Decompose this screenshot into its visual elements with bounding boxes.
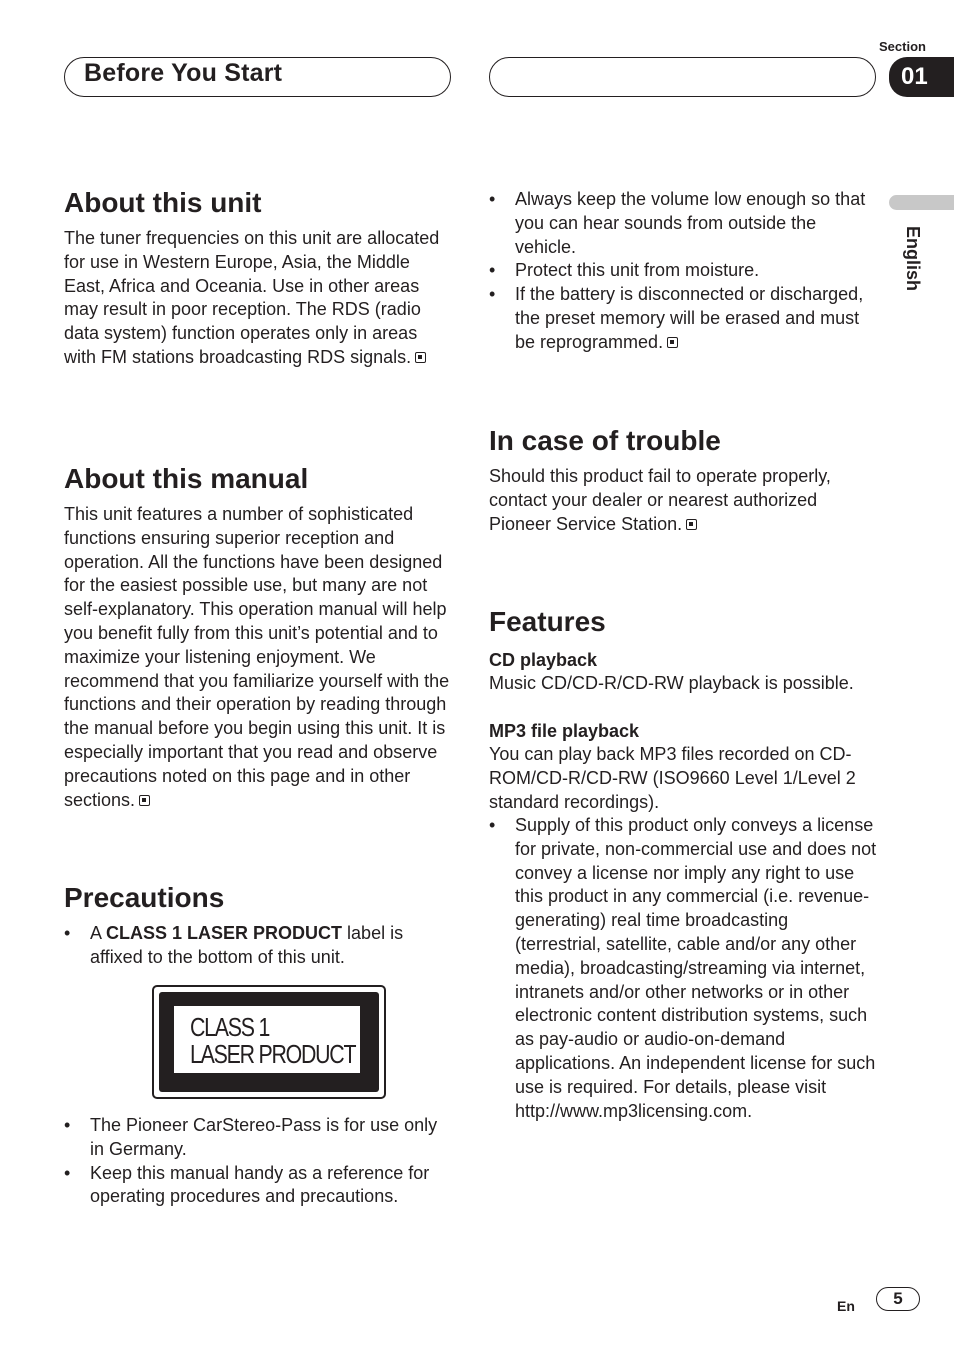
cd-playback-heading: CD playback	[489, 650, 598, 670]
language-tab	[889, 195, 954, 210]
page-number: 5	[876, 1287, 920, 1311]
end-mark-icon	[686, 519, 697, 530]
end-mark-icon	[667, 337, 678, 348]
list-item: • Supply of this product only conveys a license for private, non-commercial use and does not convey a license nor imply any right to use this product in any commercial (i.e. revenue-generating) real time broadcasting (terrestrial, satellite, cable and/or any other media), broadcasting/streaming via internet, intranets and/or other networks or in other electronic content distribution systems, such as pay-audio or audio-on-demand applications. An independent license for such use is required. For details, please visit http://www.mp3licensing.com.	[489, 814, 877, 1123]
laser-label-line2: LASER PRODUCT	[190, 1039, 356, 1069]
list-item: • Always keep the volume low enough so that you can hear sounds from outside the vehicle.	[489, 188, 874, 259]
header-title: Before You Start	[84, 59, 283, 87]
right-precautions-list	[489, 188, 874, 355]
list-item: • A CLASS 1 LASER PRODUCT label is affixed to the bottom of this unit.	[64, 922, 444, 970]
language-label: English	[903, 226, 923, 292]
end-mark-icon	[415, 352, 426, 363]
section-label: Section	[879, 39, 926, 54]
laser-product-label	[152, 985, 386, 1099]
list-item: • If the battery is disconnected or discharged, the preset memory will be erased and must be reprogrammed.	[489, 283, 874, 354]
list-item: • Keep this manual handy as a reference for operating procedures and precautions.	[64, 1162, 454, 1210]
mp3-playback-text: You can play back MP3 files recorded on CD-ROM/CD-R/CD-RW (ISO9660 Level 1/Level 2 standard recordings).	[489, 744, 856, 812]
about-manual-body	[64, 503, 454, 812]
about-unit-heading: About this unit	[64, 187, 262, 218]
about-unit-body	[64, 227, 454, 370]
list-item: • Protect this unit from moisture.	[489, 259, 874, 283]
features-heading: Features	[489, 606, 606, 637]
trouble-body	[489, 465, 874, 536]
laser-product-bold: CLASS 1 LASER PRODUCT	[106, 923, 343, 943]
laser-label-line1: CLASS 1	[190, 1012, 270, 1042]
precautions-list-1	[64, 922, 444, 970]
about-unit-text: The tuner frequencies on this unit are allocated for use in Western Europe, Asia, the Middle East, Africa and Oceania. Use in other areas may result in poor reception. The RDS (radio data system) function operates only in areas with FM stations broadcasting RDS signals.	[64, 228, 440, 367]
mp3-license-list	[489, 814, 877, 1123]
precautions-heading: Precautions	[64, 882, 225, 913]
about-manual-text: This unit features a number of sophisticated functions ensuring superior reception and operation. All the functions have been designed for the easiest possible use, but many are not self-explanatory. This operation manual will help you benefit fully from this unit’s potential and to maximize your listening enjoyment. We recommend that you familiarize yourself with the functions and their operation by reading through the manual before you begin using this unit. It is especially important that you read and observe precautions noted on this page and in other sections.	[64, 504, 450, 810]
end-mark-icon	[139, 795, 150, 806]
trouble-text: Should this product fail to operate properly, contact your dealer or nearest authorized Pioneer Service Station.	[489, 466, 831, 534]
mp3-playback-heading: MP3 file playback	[489, 721, 640, 741]
section-number: 01	[889, 57, 954, 97]
cd-playback-text: Music CD/CD-R/CD-RW playback is possible.	[489, 673, 854, 693]
precautions-list-2	[64, 1114, 454, 1209]
header-empty-frame	[489, 57, 876, 97]
mp3-licensing-link: http://www.mp3licensing.com.	[515, 1100, 753, 1121]
trouble-heading: In case of trouble	[489, 425, 721, 456]
footer-language-code: En	[837, 1298, 855, 1314]
about-manual-heading: About this manual	[64, 463, 309, 494]
list-item: • The Pioneer CarStereo-Pass is for use only in Germany.	[64, 1114, 454, 1162]
